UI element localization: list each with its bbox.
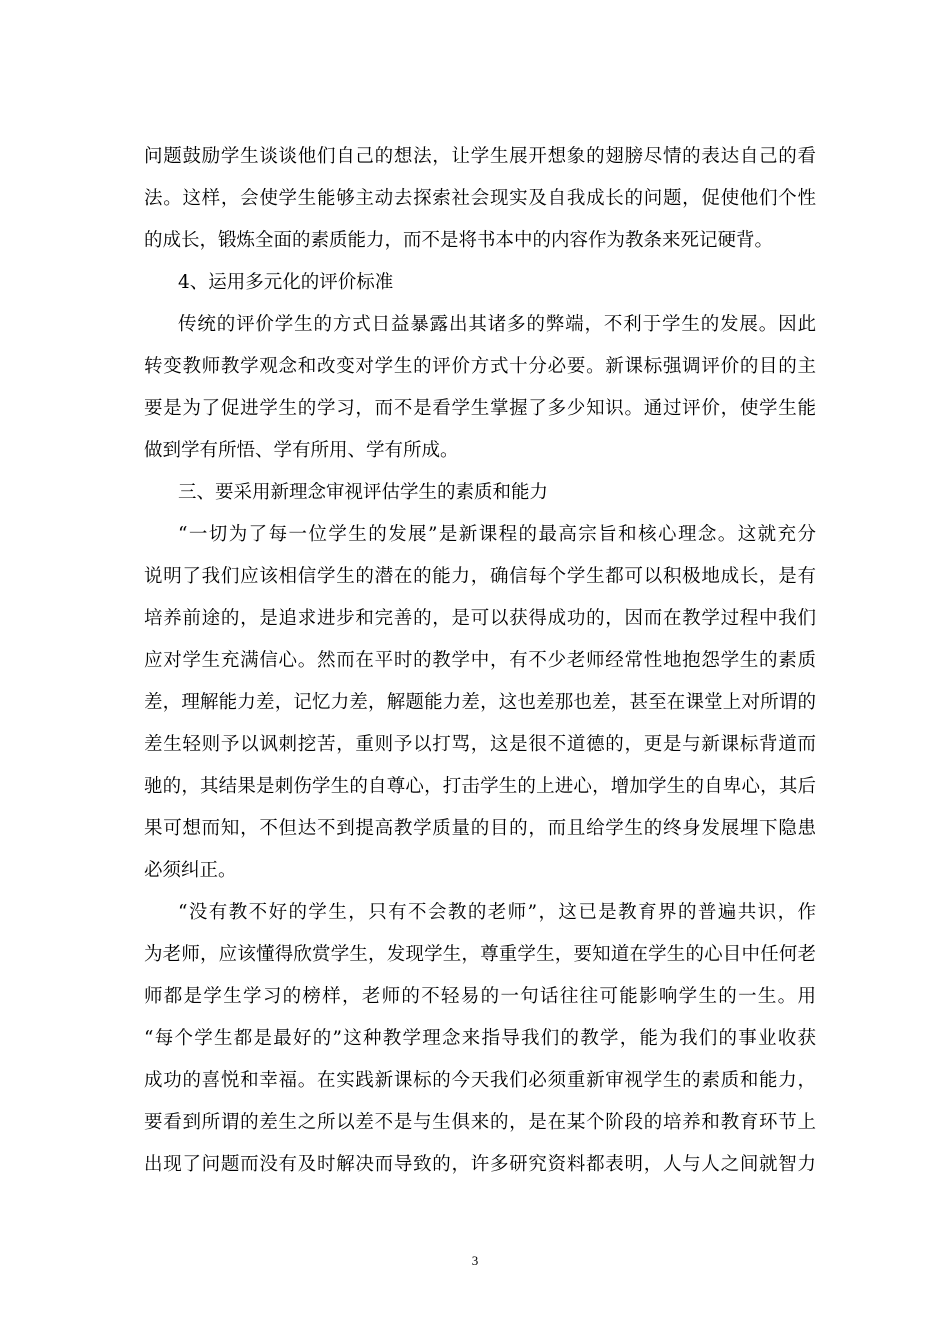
text-line: 传统的评价学生的方式日益暴露出其诸多的弊端，不利于学生的发展。因此 (178, 314, 816, 335)
text-line: 差，理解能力差，记忆力差，解题能力差，这也差那也差，甚至在课堂上对所谓的 (144, 692, 816, 713)
text-line: 为老师，应该懂得欣赏学生，发现学生，尊重学生，要知道在学生的心目中任何老 (144, 944, 816, 965)
section-heading: 4、运用多元化的评价标准 (178, 272, 394, 293)
text-line: “没有教不好的学生，只有不会教的老师”，这已是教育界的普遍共识，作 (178, 902, 816, 923)
text-line: 差生轻则予以讽刺挖苦，重则予以打骂，这是很不道德的，更是与新课标背道而 (144, 734, 816, 755)
text-line: 师都是学生学习的榜样，老师的不轻易的一句话往往可能影响学生的一生。用 (144, 986, 816, 1007)
text-line: 的成长，锻炼全面的素质能力，而不是将书本中的内容作为教条来死记硬背。 (144, 230, 774, 251)
text-line: 成功的喜悦和幸福。在实践新课标的今天我们必须重新审视学生的素质和能力， (144, 1070, 816, 1091)
text-line: 要看到所谓的差生之所以差不是与生俱来的，是在某个阶段的培养和教育环节上 (144, 1112, 816, 1133)
text-line: 必须纠正。 (144, 860, 237, 881)
text-line: 果可想而知，不但达不到提高教学质量的目的，而且给学生的终身发展埋下隐患 (144, 818, 816, 839)
text-line: 要是为了促进学生的学习，而不是看学生掌握了多少知识。通过评价，使学生能 (144, 398, 816, 419)
section-heading: 三、要采用新理念审视评估学生的素质和能力 (178, 482, 549, 503)
text-line: 问题鼓励学生谈谈他们自己的想法，让学生展开想象的翅膀尽情的表达自己的看 (144, 146, 816, 167)
text-line: 应对学生充满信心。然而在平时的教学中，有不少老师经常性地抱怨学生的素质 (144, 650, 816, 671)
text-line: 说明了我们应该相信学生的潜在的能力，确信每个学生都可以积极地成长，是有 (144, 566, 816, 587)
text-line: 培养前途的，是追求进步和完善的，是可以获得成功的，因而在教学过程中我们 (144, 608, 816, 629)
text-line: “每个学生都是最好的”这种教学理念来指导我们的教学，能为我们的事业收获 (144, 1028, 816, 1049)
text-line: 驰的，其结果是刺伤学生的自尊心，打击学生的上进心，增加学生的自卑心，其后 (144, 776, 816, 797)
text-line: 出现了问题而没有及时解决而导致的，许多研究资料都表明，人与人之间就智力 (144, 1154, 816, 1175)
page-number: 3 (471, 1253, 479, 1268)
text-line: 转变教师教学观念和改变对学生的评价方式十分必要。新课标强调评价的目的主 (144, 356, 816, 377)
text-line: “一切为了每一位学生的发展”是新课程的最高宗旨和核心理念。这就充分 (178, 524, 816, 545)
text-line: 做到学有所悟、学有所用、学有所成。 (144, 440, 459, 461)
text-line: 法。这样，会使学生能够主动去探索社会现实及自我成长的问题，促使他们个性 (144, 188, 816, 209)
document-body (144, 136, 816, 1186)
